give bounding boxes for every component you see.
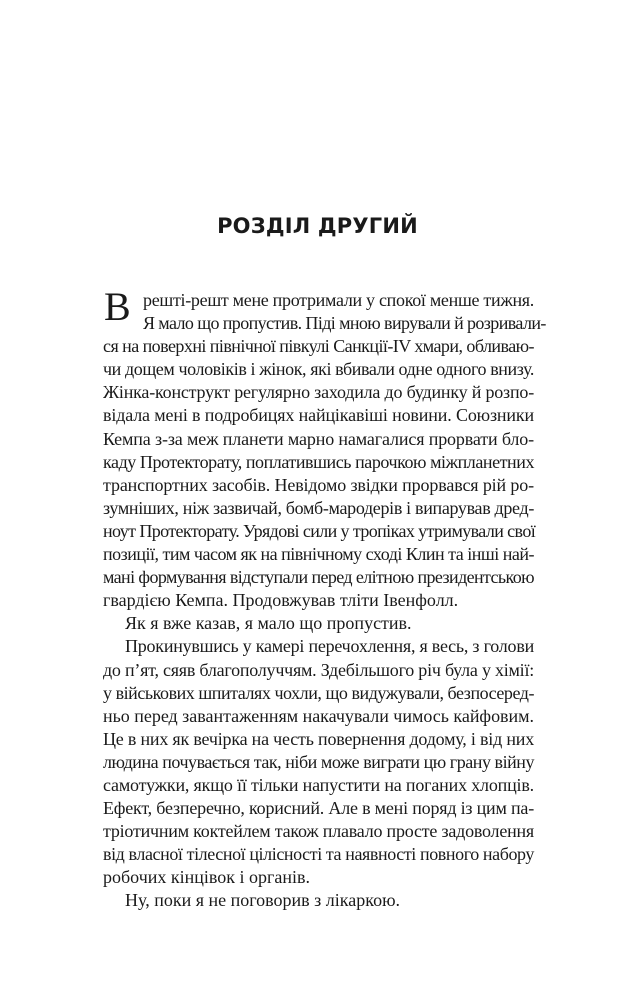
text-line (103, 358, 534, 381)
text-line-content: позиції, тим часом як на північному сході Клин та інші най- (103, 544, 535, 565)
text-line-content: мані формування відступали перед елітною президентською (103, 567, 535, 588)
text-line-content: Як я вже казав, я мало що пропустив. (125, 613, 412, 634)
chapter-title: РОЗДІЛ ДРУГИЙ (217, 214, 418, 238)
text-line-content: каду Протекторату, поплатившись парочкою міжпланетних (103, 451, 535, 472)
text-line-content: тріотичним коктейлем також плавало просте задоволення (103, 821, 534, 842)
text-line (103, 843, 534, 866)
text-line-content: робочих кінцівок і органів. (103, 867, 311, 888)
text-line-content: людина почувається так, ніби може виграти цю грану війну (103, 751, 534, 772)
text-line-content: ньо перед завантаженням накачували чимось кайфовим. (103, 705, 534, 726)
text-line-content: Ну, поки я не поговорив з лікаркою. (125, 890, 401, 911)
text-line (103, 682, 534, 705)
text-line (103, 612, 534, 635)
text-line (103, 566, 534, 589)
text-line (103, 774, 534, 797)
text-line (103, 635, 534, 658)
text-line-content: чи дощем чоловіків і жінок, які вбивали одне одного внизу. (103, 359, 534, 380)
text-line-content: від власної тілесної цілісності та наявності повного набору (103, 844, 534, 865)
text-line (103, 404, 534, 427)
text-line-content: зумніших, ніж зазвичай, бомб-мародерів і випарував дред- (103, 497, 534, 518)
text-line (103, 474, 534, 497)
body-text (103, 284, 546, 913)
text-line (103, 335, 534, 358)
text-line-content: Я мало що пропустив. Піді мною вирували й розривали- (143, 313, 546, 334)
text-line (103, 589, 534, 612)
text-line (103, 543, 534, 566)
text-line-content: ся на поверхні північної півкулі Санкції-IV хмари, обливаю- (103, 336, 534, 357)
text-line (103, 451, 534, 474)
text-line-content: ноут Протекторату. Урядові сили у тропіках утримували свої (103, 520, 536, 541)
text-line (103, 312, 546, 335)
text-line (103, 381, 534, 404)
text-line-content: у військових шпиталях чохли, що видужували, безпосеред- (103, 682, 534, 703)
text-line-content: до п’ят, сяяв благополуччям. Здебільшого річ була у хімії: (103, 659, 534, 680)
text-line-content: Це в них як вечірка на честь повернення додому, і від них (103, 728, 534, 749)
drop-cap: В (104, 284, 131, 329)
text-line-content: відала мені в подробицях найцікавіші новини. Союзники (103, 405, 534, 426)
text-line-content: самотужки, якщо її тільки напустити на поганих хлопців. (103, 774, 534, 795)
text-line (103, 428, 534, 451)
text-line (103, 659, 534, 682)
text-line (103, 705, 534, 728)
text-line-content: решті-решт мене протримали у спокої менше тижня. (143, 290, 534, 310)
text-line-content: Кемпа з-за меж планети марно намагалися прорвати бло- (103, 428, 534, 449)
text-line-content: Ефект, безперечно, корисний. Але в мені поряд із цим па- (103, 798, 534, 819)
text-line (103, 820, 534, 843)
text-line-content: Жінка-конструкт регулярно заходила до будинку й розпо- (103, 382, 534, 403)
text-line (103, 728, 534, 751)
text-line-content: гвардією Кемпа. Продовжував тліти Івенфолл. (103, 590, 459, 611)
text-line (103, 497, 534, 520)
text-line (103, 520, 534, 543)
text-line (103, 751, 534, 774)
text-line-content: транспортних засобів. Невідомо звідки прорвався рій ро- (103, 474, 534, 495)
text-line (103, 889, 534, 912)
text-line (103, 866, 534, 889)
text-line-content: Прокинувшись у камері перечохлення, я весь, з голови (125, 636, 534, 657)
text-line (103, 797, 534, 820)
text-line (103, 289, 534, 312)
